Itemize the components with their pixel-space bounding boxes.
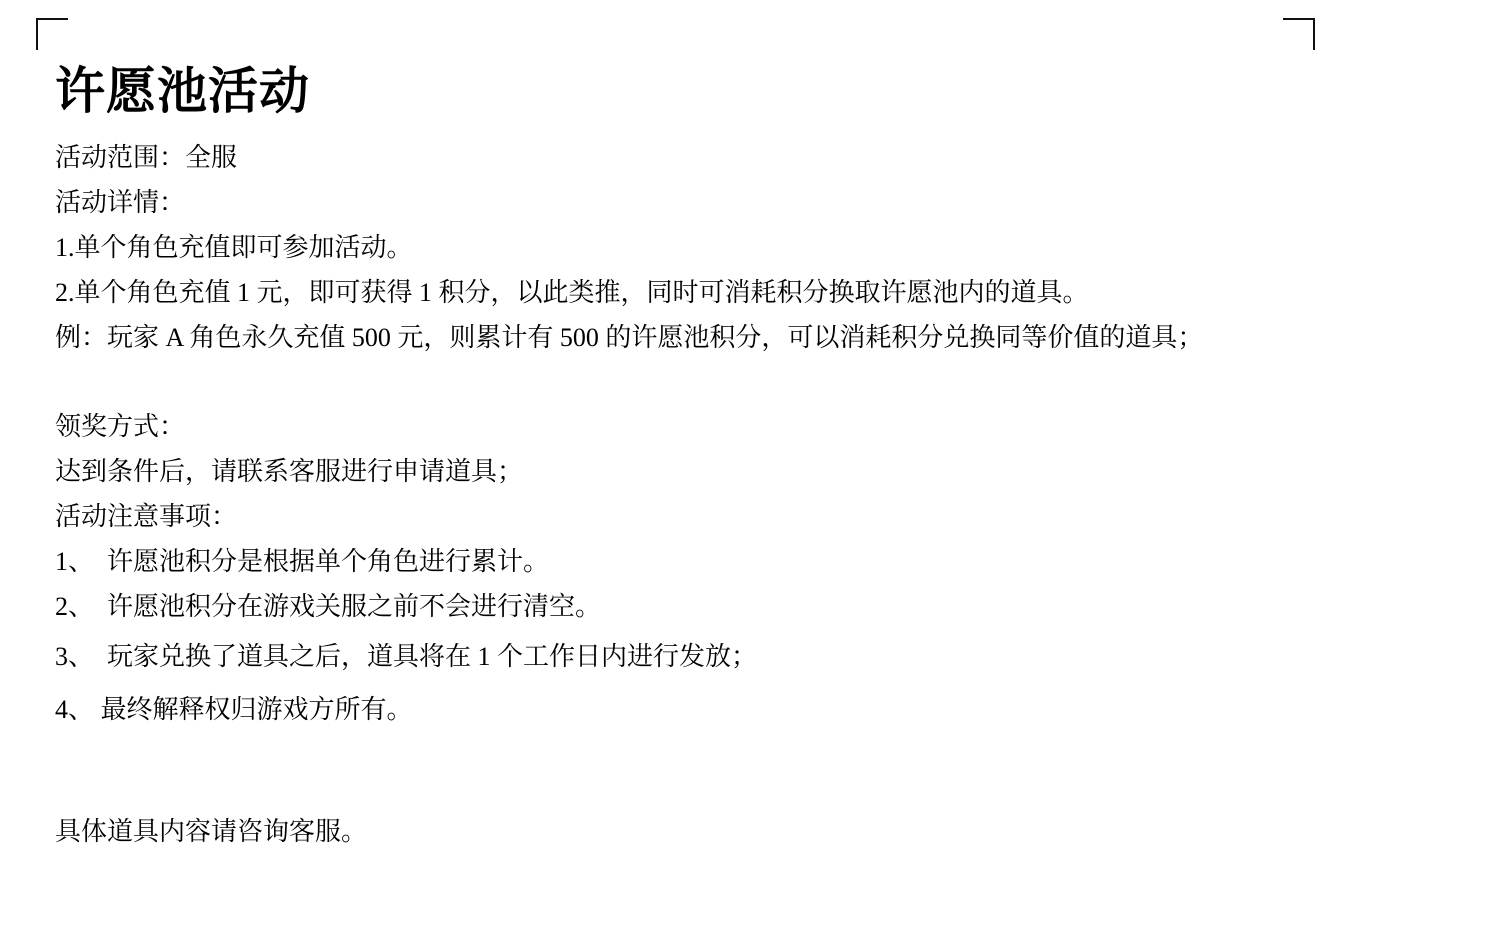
claim-method-label: 领奖方式：: [55, 412, 186, 442]
activity-example: 例：玩家 A 角色永久充值 500 元，则累计有 500 的许愿池积分，可以消耗积分兑换同等价值的道具；: [55, 322, 1204, 352]
document-content: [55, 60, 1301, 853]
crop-mark-top-right: [1283, 18, 1315, 50]
crop-mark-top-left: [36, 18, 68, 50]
activity-rule-1: 1.单个角色充值即可参加活动。: [55, 232, 413, 262]
note-item-2: 2、 许愿池积分在游戏关服之前不会进行清空。: [55, 592, 602, 622]
notes-label: 活动注意事项：: [55, 502, 238, 532]
spacer-after-example: [55, 362, 1301, 406]
note-item-3: 3、 玩家兑换了道具之后，道具将在 1 个工作日内进行发放；: [55, 641, 758, 671]
note-item-4: 4、 最终解释权归游戏方所有。: [55, 695, 413, 725]
spacer-before-footer: [55, 739, 1301, 811]
claim-method-text: 达到条件后，请联系客服进行申请道具；: [55, 457, 524, 487]
note-item-1: 1、 许愿池积分是根据单个角色进行累计。: [55, 547, 550, 577]
activity-scope: 活动范围：全服: [55, 142, 238, 172]
activity-rule-2: 2.单个角色充值 1 元，即可获得 1 积分，以此类推，同时可消耗积分换取许愿池内的道具。: [55, 277, 1089, 307]
activity-details-label: 活动详情：: [55, 187, 186, 217]
page-title: 许愿池活动: [55, 63, 310, 119]
footer-note: 具体道具内容请咨询客服。: [55, 816, 368, 846]
